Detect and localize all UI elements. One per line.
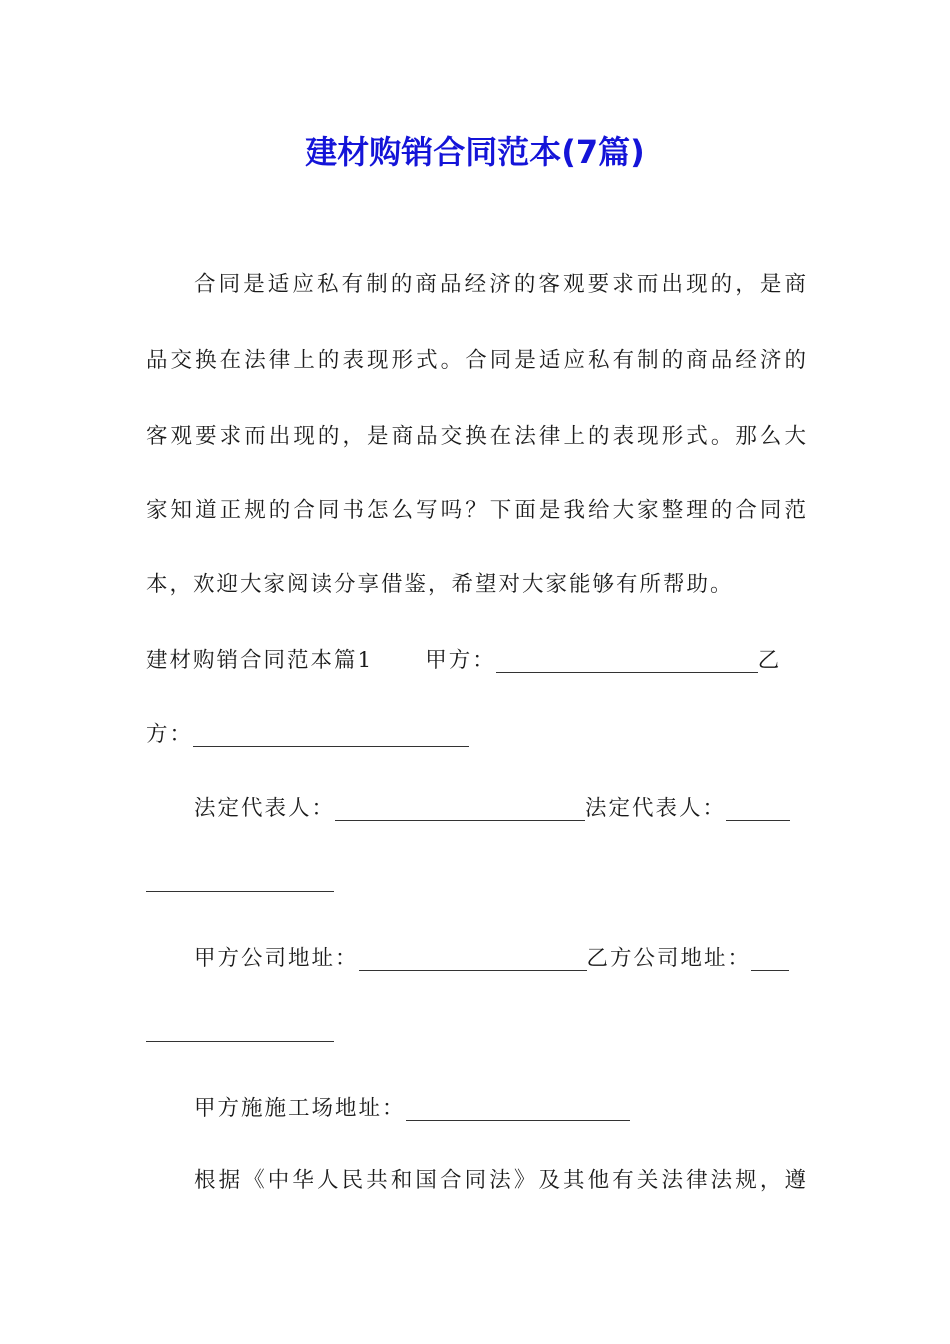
addr-a-blank[interactable] bbox=[359, 948, 587, 971]
rep-a-blank[interactable] bbox=[335, 798, 585, 821]
intro-line-2: 品交换在法律上的表现形式。合同是适应私有制的商品经济的 bbox=[146, 348, 806, 373]
addr-b-label: 乙方公司地址： bbox=[586, 946, 752, 971]
address-row bbox=[194, 944, 806, 974]
rep-b-blank[interactable] bbox=[726, 798, 790, 821]
addr-a-label: 甲方公司地址： bbox=[194, 946, 359, 971]
intro-line-1: 合同是适应私有制的商品经济的客观要求而出现的，是商 bbox=[194, 272, 806, 297]
section-heading: 建材购销合同范本篇1 bbox=[146, 648, 374, 673]
closing-line: 根据《中华人民共和国合同法》及其他有关法律法规，遵 bbox=[194, 1168, 806, 1193]
site-blank[interactable] bbox=[406, 1098, 630, 1121]
addr-b-blank-continued[interactable] bbox=[146, 1041, 334, 1042]
party-b-label-end: 方： bbox=[146, 722, 194, 747]
representative-row bbox=[194, 794, 806, 824]
intro-line-5: 本，欢迎大家阅读分享借鉴，希望对大家能够有所帮助。 bbox=[146, 572, 734, 597]
addr-b-blank[interactable] bbox=[751, 948, 789, 971]
party-b-row bbox=[146, 720, 806, 750]
intro-line-4: 家知道正规的合同书怎么写吗？下面是我给大家整理的合同范 bbox=[146, 498, 806, 523]
site-label: 甲方施施工场地址： bbox=[194, 1096, 406, 1121]
page-title: 建材购销合同范本(7篇) bbox=[305, 133, 645, 171]
party-a-blank[interactable] bbox=[496, 650, 758, 673]
party-b-label-start: 乙 bbox=[757, 648, 782, 673]
rep-a-label: 法定代表人： bbox=[194, 796, 336, 821]
party-a-row bbox=[146, 646, 806, 676]
party-a-label: 甲方： bbox=[425, 648, 496, 673]
rep-b-blank-continued[interactable] bbox=[146, 891, 334, 892]
intro-line-3: 客观要求而出现的，是商品交换在法律上的表现形式。那么大 bbox=[146, 424, 806, 449]
site-address-row bbox=[194, 1094, 806, 1124]
party-b-blank[interactable] bbox=[193, 724, 469, 747]
rep-b-label: 法定代表人： bbox=[585, 796, 727, 821]
